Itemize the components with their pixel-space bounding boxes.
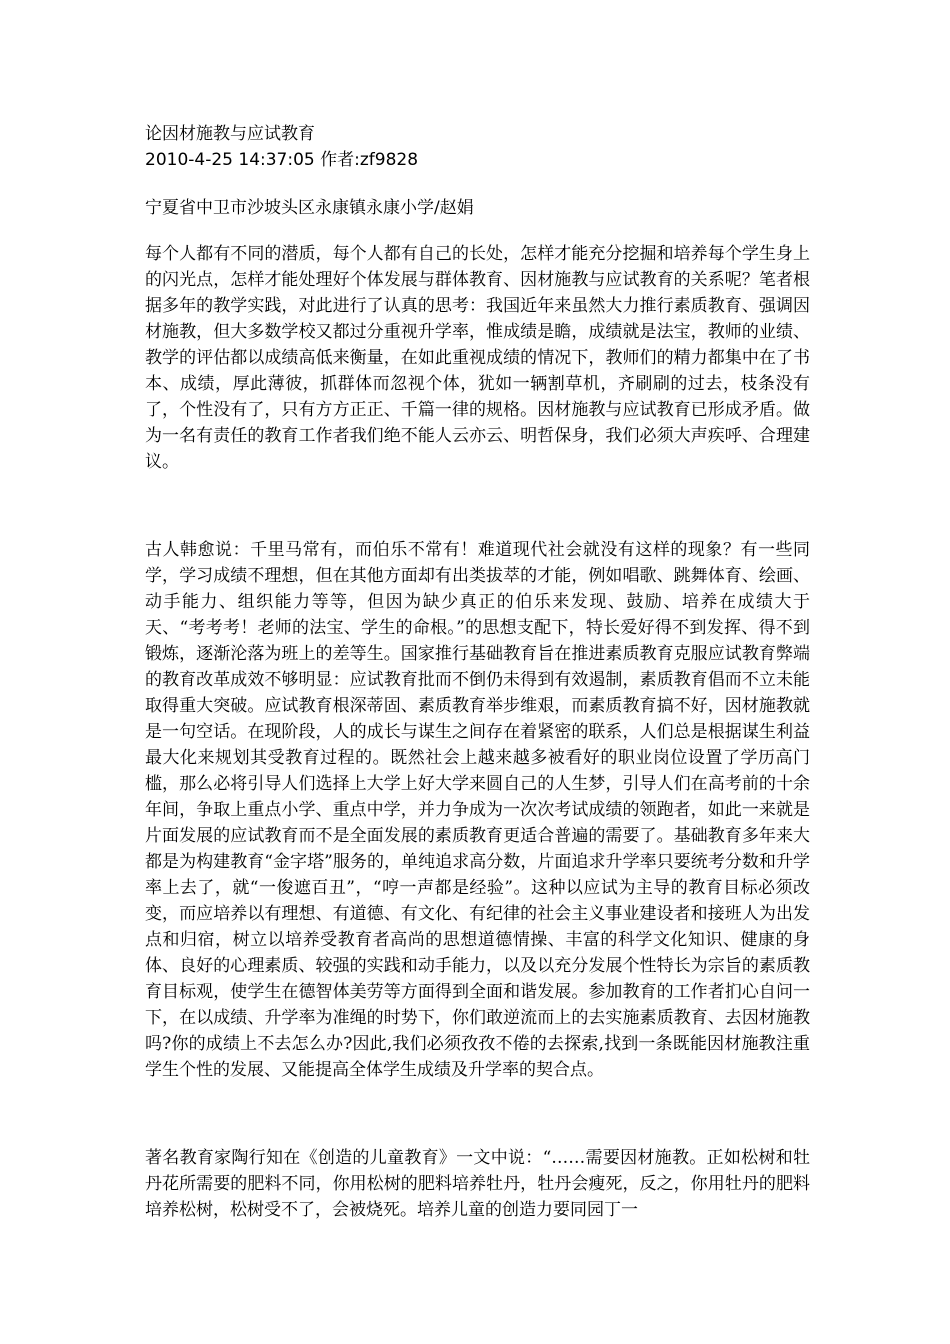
body-paragraph: 古人韩愈说：千里马常有，而伯乐不常有！难道现代社会就没有这样的现象？有一些同学，学习成绩不理想，但在其他方面却有出类拔萃的才能，例如唱歌、跳舞体育、绘画、动手能力、组织能力等等，但因为缺少真正的伯乐来发现、鼓励、培养在成绩大于天、“考考考！老师的法宝、学生的命根。”的思想支配下，特长爱好得不到发挥、得不到锻炼，逐渐沦落为班上的差等生。国家推行基础教育旨在推进素质教育克服应试教育弊端的教育改革成效不够明显：应试教育批而不倒仍未得到有效遏制，素质教育倡而不立未能取得重大突破。应试教育根深蒂固、素质教育举步维艰，而素质教育搞不好，因材施教就是一句空话。在现阶段，人的成长与谋生之间存在着紧密的联系，人们总是根据谋生利益最大化来规划其受教育过程的。既然社会上越来越多被看好的职业岗位设置了学历高门槛，那么必将引导人们选择上大学上好大学来圆自己的人生梦，引导人们在高考前的十余年间，争取上重点小学、重点中学，并力争成为一次次考试成绩的领跑者，如此一来就是片面发展的应试教育而不是全面发展的素质教育更适合普遍的需要了。基础教育多年来大都是为构建教育“金字塔”服务的，单纯追求高分数，片面追求升学率只要统考分数和升学率上去了，就“一俊遮百丑”，“哼一声都是经验”。这种以应试为主导的教育目标必须改变，而应培养以有理想、有道德、有文化、有纪律的社会主义事业建设者和接班人为出发点和归宿，树立以培养受教育者高尚的思想道德情操、丰富的科学文化知识、健康的身体、良好的心理素质、较强的实践和动手能力，以及以充分发展个性特长为宗旨的素质教育目标观，使学生在德智体美劳等方面得到全面和谐发展。参加教育的工作者扪心自问一下，在以成绩、升学率为准绳的时势下，你们敢逆流而上的去实施素质教育、去因材施教吗?你的成绩上不去怎么办?因此,我们必须孜孜不倦的去探索,找到一条既能因材施教注重学生个性的发展、又能提高全体学生成绩及升学率的契合点。	[145, 540, 810, 1080]
document-meta: 2010-4-25 14:37:05 作者:zf9828	[145, 150, 419, 170]
body-paragraph: 每个人都有不同的潜质，每个人都有自己的长处，怎样才能充分挖掘和培养每个学生身上的闪光点，怎样才能处理好个体发展与群体教育、因材施教与应试教育的关系呢？笔者根据多年的教学实践，对此进行了认真的思考：我国近年来虽然大力推行素质教育、强调因材施教，但大多数学校又都过分重视升学率，惟成绩是瞻，成绩就是法宝，教师的业绩、教学的评估都以成绩高低来衡量，在如此重视成绩的情况下，教师们的精力都集中在了书本、成绩，厚此薄彼，抓群体而忽视个体，犹如一辆割草机，齐刷刷的过去，枝条没有了，个性没有了，只有方方正正、千篇一律的规格。因材施教与应试教育已形成矛盾。做为一名有责任的教育工作者我们绝不能人云亦云、明哲保身，我们必须大声疾呼、合理建议。	[145, 244, 810, 472]
document-page	[145, 121, 810, 1223]
author-affiliation: 宁夏省中卫市沙坡头区永康镇永康小学/赵娟	[145, 198, 474, 218]
document-title: 论因材施教与应试教育	[145, 124, 315, 144]
body-paragraph: 著名教育家陶行知在《创造的儿童教育》一文中说：“……需要因材施教。正如松树和牡丹花所需要的肥料不同，你用松树的肥料培养牡丹，牡丹会瘦死，反之，你用牡丹的肥料培养松树，松树受不了，会被烧死。培养儿童的创造力要同园丁一	[145, 1148, 810, 1220]
